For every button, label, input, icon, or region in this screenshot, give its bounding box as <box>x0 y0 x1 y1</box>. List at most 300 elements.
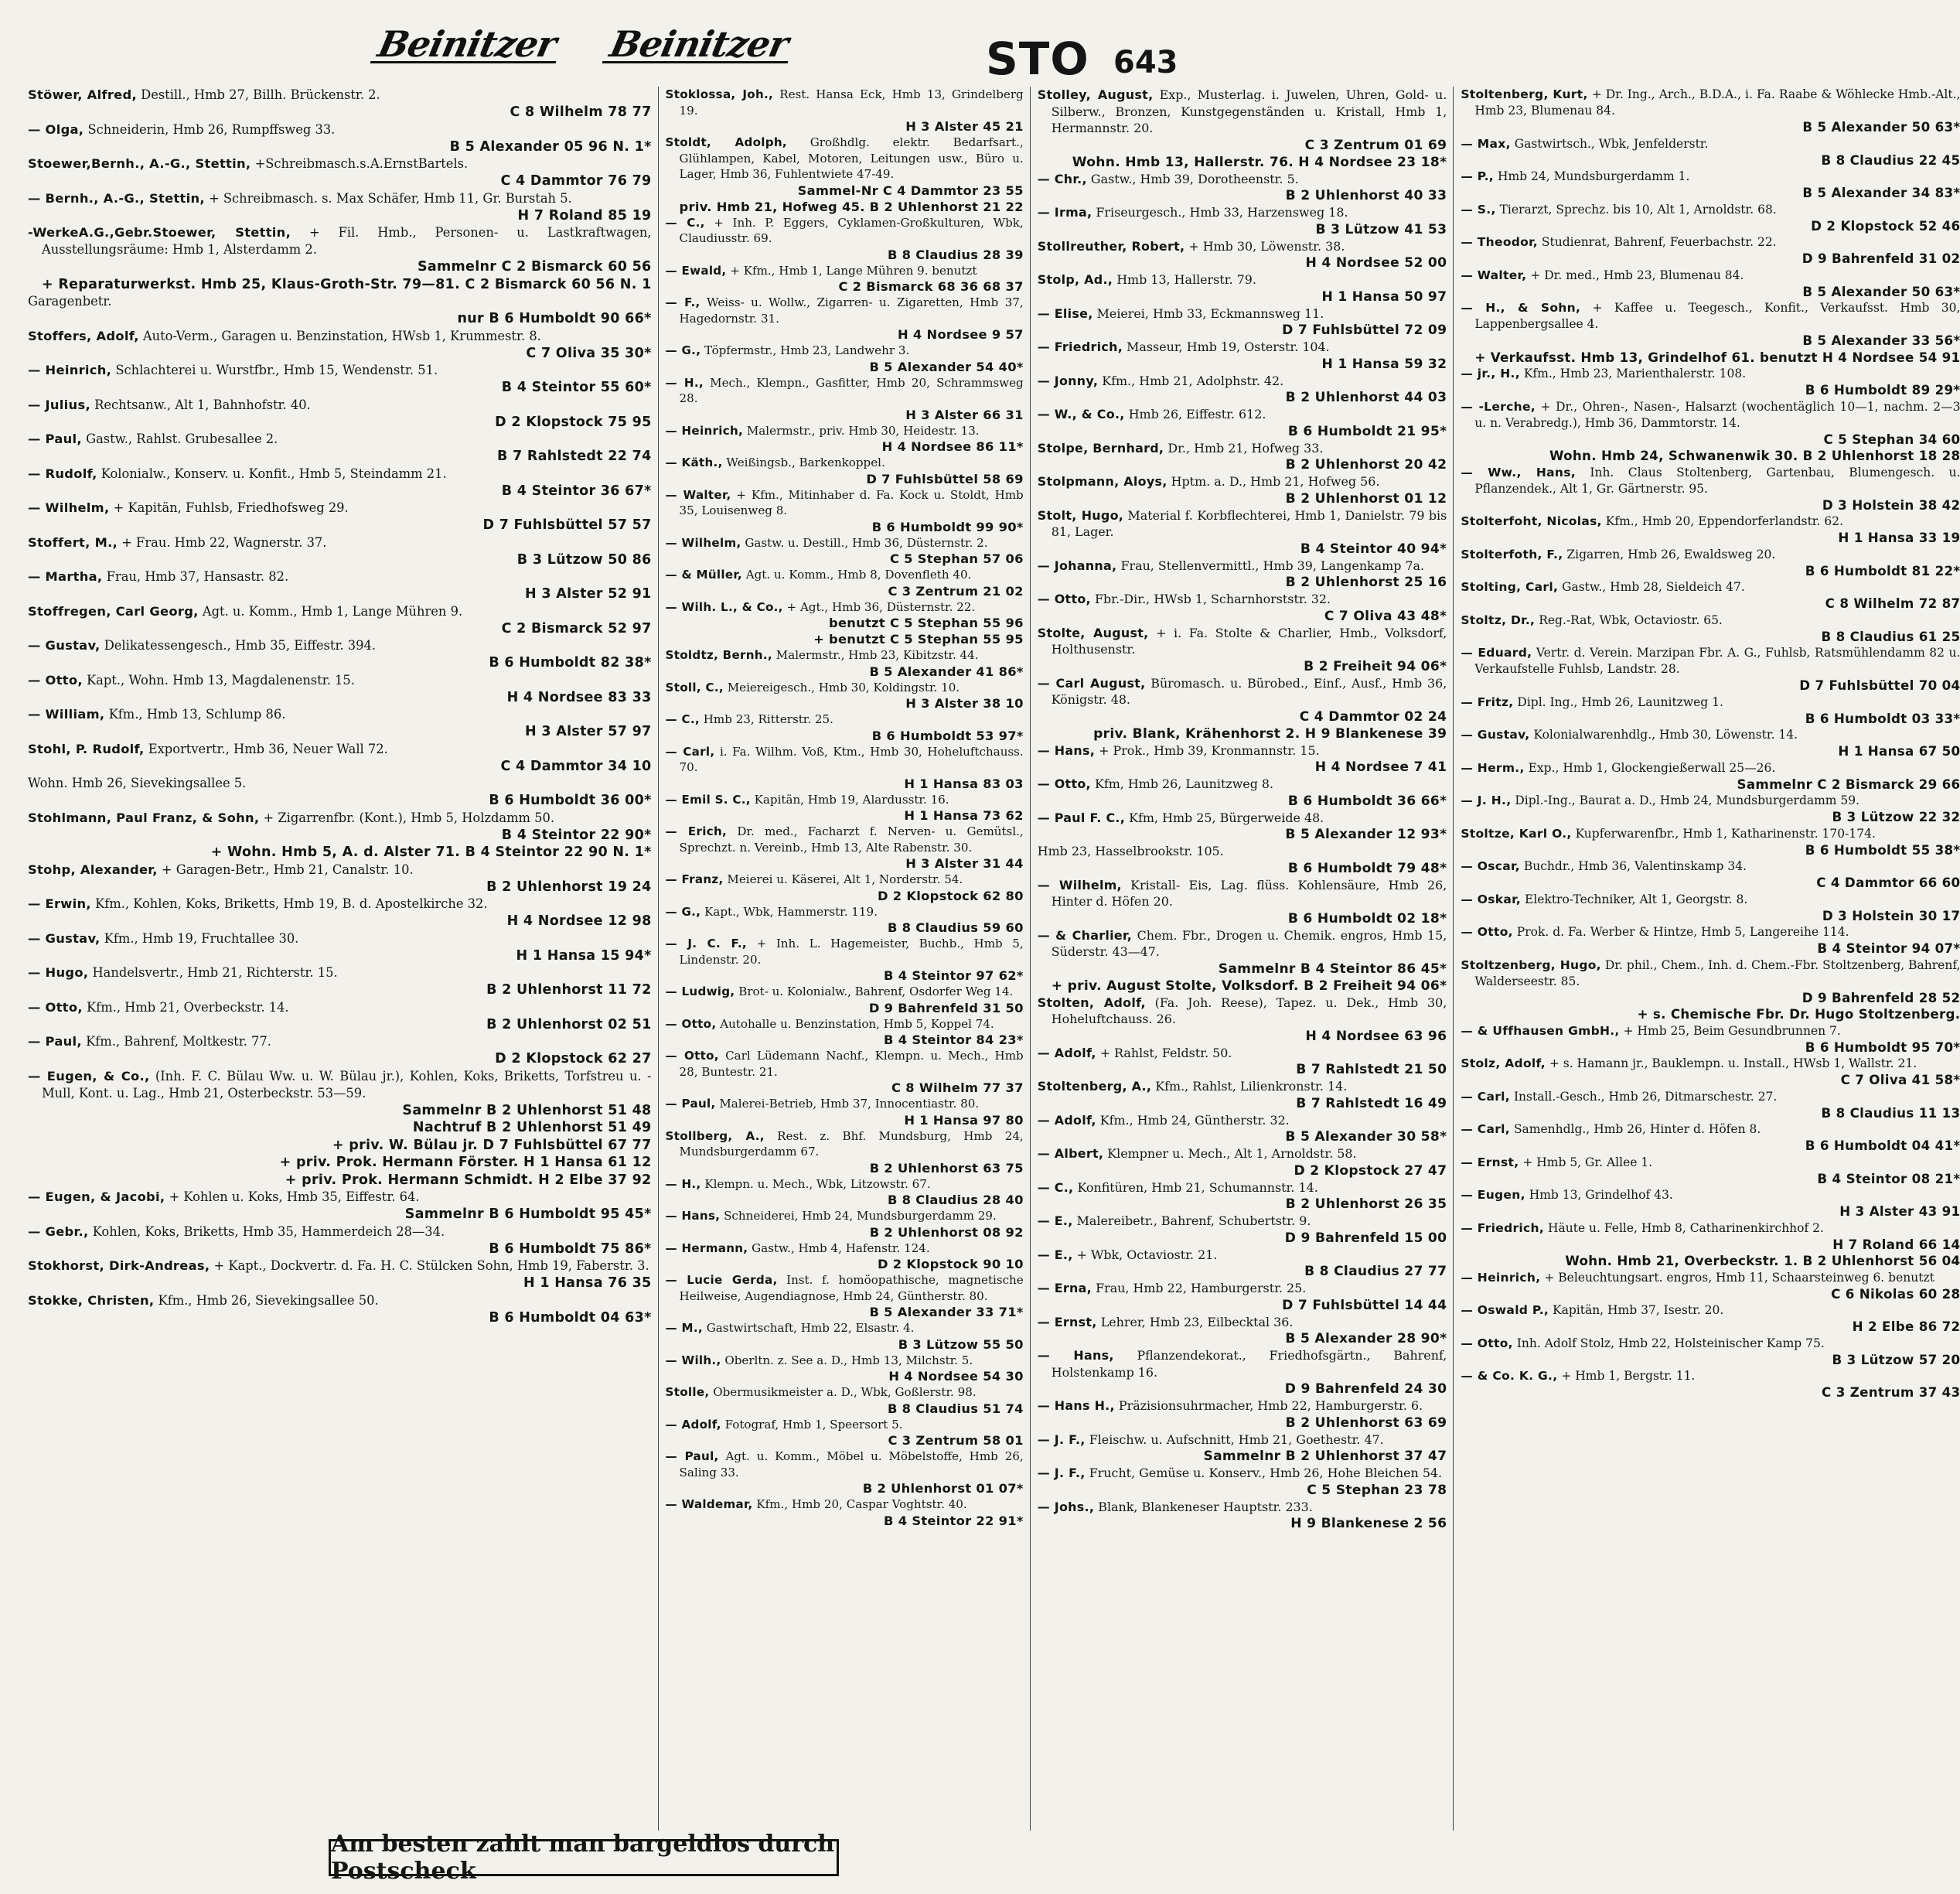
entry-name: — Carl, <box>1461 1089 1510 1104</box>
phone-number: B 5 Alexander 28 90* <box>1285 1331 1447 1346</box>
entry-name: — Wilh., <box>665 1353 721 1367</box>
directory-entry <box>666 215 1024 263</box>
entry-name: — Gustav, <box>28 930 101 946</box>
directory-entry <box>1038 1078 1447 1112</box>
entry-name: — Franz, <box>665 872 724 886</box>
directory-entry <box>1461 202 1960 235</box>
phone-number: Wohn. Hmb 21, Overbeckstr. 1. B 2 Uhlenhorst 56 04 <box>1565 1253 1960 1268</box>
phone-number: D 7 Fuhlsbüttel 70 04 <box>1799 677 1960 693</box>
entry-details: + Hmb 5, Gr. Allee 1. <box>1522 1155 1653 1169</box>
directory-entry <box>28 431 652 466</box>
phone-number: H 1 Hansa 76 35 <box>523 1275 652 1291</box>
phone-number: D 7 Fuhlsbüttel 57 57 <box>482 517 652 533</box>
directory-entry <box>666 1272 1024 1320</box>
phone-number: B 2 Uhlenhorst 19 24 <box>486 879 652 895</box>
entry-details: + Inh. P. Eggers, Cyklamen-Großkulturen, Wbk, Claudiusstr. 69. <box>679 215 1024 245</box>
phone-number: B 4 Steintor 84 23* <box>884 1032 1024 1047</box>
entry-details: Pflanzendekorat., Friedhofsgärtn., Bahrenf, Holstenkamp 16. <box>1051 1348 1447 1380</box>
entry-details: i. Fa. Wilhm. Voß, Ktm., Hmb 30, Hoheluftchauss. 70. <box>679 744 1024 774</box>
entry-name: Stollberg, A., <box>665 1128 765 1143</box>
entry-details: Kfm., Hmb 13, Schlump 86. <box>108 707 286 722</box>
entry-details: Schneiderin, Hmb 26, Rumpffsweg 33. <box>87 121 336 137</box>
phone-number: H 1 Hansa 33 19 <box>1838 530 1960 545</box>
entry-details: Kapitän, Hmb 19, Alardusstr. 16. <box>754 792 949 807</box>
entry-details: + Zigarrenfbr. (Kont.), Hmb 5, Holzdamm 50. <box>263 810 555 825</box>
phone-number: H 1 Hansa 97 80 <box>904 1112 1024 1128</box>
phone-number: B 6 Humboldt 79 48* <box>1287 860 1447 876</box>
entry-name: Stoltenberg, A., <box>1037 1079 1152 1094</box>
entry-details: Garagenbetr. <box>28 294 112 309</box>
directory-entry <box>1461 547 1960 580</box>
phone-number: H 1 Hansa 67 50 <box>1838 743 1960 759</box>
phone-number: B 6 Humboldt 04 41* <box>1805 1138 1960 1153</box>
phone-number: D 7 Fuhlsbüttel 58 69 <box>866 471 1024 486</box>
entry-details: Dr., Hmb 21, Hofweg 33. <box>1167 440 1324 456</box>
entry-name: — Walter, <box>665 487 731 502</box>
phone-number: Wohn. Hmb 13, Hallerstr. 76. H 4 Nordsee 23 18* <box>1072 154 1447 170</box>
entry-details: Kfm., Hmb 20, Caspar Voghtstr. 40. <box>756 1497 967 1511</box>
directory-entry <box>666 1320 1024 1353</box>
phone-number: B 4 Steintor 94 07* <box>1817 940 1960 956</box>
directory-entry <box>666 295 1024 343</box>
phone-number: B 4 Steintor 55 60* <box>501 380 652 395</box>
entry-name: — Heinrich, <box>665 423 744 438</box>
phone-number: D 2 Klopstock 52 46 <box>1811 217 1960 234</box>
directory-entry <box>28 500 652 534</box>
directory-entry <box>1038 373 1447 407</box>
phone-number: B 8 Claudius 28 40 <box>887 1193 1024 1207</box>
phone-number: + Reparaturwerkst. Hmb 25, Klaus-Groth-Str. 79—81. C 2 Bismarck 60 56 N. 1 <box>42 276 652 292</box>
entry-name: — Heinrich, <box>28 363 112 377</box>
phone-number: priv. Hmb 21, Hofweg 45. B 2 Uhlenhorst 21 22 <box>679 199 1024 214</box>
directory-entry <box>1038 810 1447 844</box>
entry-name: — Martha, <box>28 569 103 584</box>
entry-name: Stokke, Christen, <box>28 1292 155 1308</box>
phone-number: B 5 Alexander 50 63* <box>1802 119 1960 135</box>
entry-details: Agt. u. Komm., Möbel u. Möbelstoffe, Hmb 26, Saling 33. <box>679 1449 1024 1479</box>
directory-entry <box>1038 995 1447 1045</box>
entry-name: — Emil S. C., <box>665 792 751 807</box>
entry-name: -WerkeA.G.,Gebr.Stoewer, Stettin, <box>28 225 291 240</box>
entry-details: Agt. u. Komm., Hmb 1, Lange Mühren 9. <box>202 603 463 619</box>
entry-name: Stoltz, Dr., <box>1461 613 1536 627</box>
phone-number: H 4 Nordsee 7 41 <box>1314 759 1447 775</box>
entry-name: Stolley, August, <box>1037 87 1154 102</box>
directory-entry <box>1038 927 1447 995</box>
entry-details: + Garagen-Betr., Hmb 21, Canalstr. 10. <box>161 862 414 877</box>
entry-details: Konfitüren, Hmb 21, Schumannstr. 14. <box>1077 1179 1318 1195</box>
entry-details: Delikatessengesch., Hmb 35, Eiffestr. 394. <box>104 638 377 653</box>
entry-details: Masseur, Hmb 19, Osterstr. 104. <box>1127 340 1330 354</box>
directory-entry <box>1038 1314 1447 1348</box>
directory-entry <box>1461 1089 1960 1122</box>
entry-details: Kupferwarenfbr., Hmb 1, Katharinenstr. 170-174. <box>1575 826 1876 841</box>
page-header <box>0 0 1237 85</box>
phone-number: D 9 Bahrenfeld 15 00 <box>1284 1230 1447 1246</box>
phone-number: H 3 Alster 57 97 <box>525 724 652 739</box>
directory-entry <box>1461 645 1960 694</box>
directory-entry <box>666 487 1024 535</box>
entry-details: + Kapitän, Fuhlsb, Friedhofsweg 29. <box>113 500 349 515</box>
directory-entry <box>666 423 1024 456</box>
entry-name: Stolterfoht, Nicolas, <box>1461 514 1602 528</box>
phone-number: Nachtruf B 2 Uhlenhorst 51 49 <box>412 1120 652 1135</box>
directory-entry <box>1461 793 1960 826</box>
entry-name: — Oscar, <box>1461 859 1520 873</box>
entry-details: Kfm., Hmb 24, Güntherstr. 32. <box>1099 1112 1290 1128</box>
phone-number: C 8 Wilhelm 78 77 <box>510 104 652 120</box>
phone-number: B 3 Lützow 41 53 <box>1315 221 1447 237</box>
directory-entry <box>1038 473 1447 507</box>
directory-entry <box>1461 465 1960 514</box>
directory-entry <box>1038 843 1447 877</box>
directory-entry <box>1038 271 1447 305</box>
entry-details: Kfm., Hmb 19, Fruchtallee 30. <box>104 930 299 946</box>
phone-number: B 7 Rahlstedt 16 49 <box>1296 1095 1447 1111</box>
phone-number: B 5 Alexander 30 58* <box>1285 1129 1447 1145</box>
entry-name: — Hans, <box>665 1209 721 1223</box>
entry-details: Kfm, Hmb 26, Launitzweg 8. <box>1094 776 1274 791</box>
entry-name: — Friedrich, <box>1461 1220 1545 1235</box>
directory-entry <box>28 190 652 225</box>
entry-name: — Ludwig, <box>665 985 735 998</box>
phone-number: H 2 Elbe 86 72 <box>1852 1319 1960 1334</box>
entry-name: — & Uffhausen GmbH., <box>1461 1023 1620 1038</box>
entry-name: — H., & Sohn, <box>1461 301 1581 315</box>
directory-entry <box>666 1496 1024 1529</box>
phone-number: Wohn. Hmb 24, Schwanenwik 30. B 2 Uhlenhorst 18 28 <box>1549 448 1960 463</box>
directory-entry <box>28 637 652 672</box>
entry-details: Kfm., Bahrenf, Moltkestr. 77. <box>86 1034 271 1049</box>
phone-number: H 3 Alster 31 44 <box>905 856 1024 871</box>
entry-name: — Waldemar, <box>665 1497 753 1511</box>
entry-name: — J. F., <box>1037 1466 1086 1480</box>
directory-entry <box>1461 268 1960 301</box>
entry-name: — C., <box>665 712 700 726</box>
entry-details: Gastwirtschaft, Hmb 22, Elsastr. 4. <box>706 1321 915 1335</box>
entry-details: + Hmb 30, Löwenstr. 38. <box>1188 238 1345 254</box>
entry-details: + Hmb 25, Beim Gesundbrunnen 7. <box>1623 1023 1841 1038</box>
entry-name: — Käth., <box>665 456 723 469</box>
entry-name: — H., <box>665 1176 701 1191</box>
phone-number: C 3 Zentrum 01 69 <box>1304 137 1447 153</box>
directory-entry <box>1461 514 1960 547</box>
phone-number: C 4 Dammtor 66 60 <box>1816 875 1960 890</box>
directory-entry <box>28 362 652 397</box>
phone-number: B 6 Humboldt 82 38* <box>489 655 652 671</box>
entry-details: Inh. Adolf Stolz, Hmb 22, Holsteinischer Kamp 75. <box>1516 1336 1825 1350</box>
phone-number: H 3 Alster 66 31 <box>905 407 1024 422</box>
entry-name: — Lucie Gerda, <box>665 1273 778 1287</box>
phone-number: H 1 Hansa 83 03 <box>904 776 1024 791</box>
entry-name: — Herm., <box>1461 760 1525 775</box>
directory-entry <box>666 936 1024 984</box>
phone-number: B 7 Rahlstedt 22 74 <box>496 449 652 464</box>
phone-number: Sammel-Nr C 4 Dammtor 23 55 <box>797 183 1024 198</box>
entry-details: Gastw., Hmb 28, Sieldeich 47. <box>1562 580 1745 594</box>
directory-entry <box>1038 204 1447 238</box>
directory-entry <box>28 87 652 121</box>
phone-number: B 2 Uhlenhorst 25 16 <box>1285 575 1447 590</box>
entry-name: — Erich, <box>665 824 728 838</box>
entry-name: — J. H., <box>1461 793 1512 807</box>
phone-number: B 8 Claudius 51 74 <box>887 1401 1024 1416</box>
directory-entry <box>1038 1045 1447 1079</box>
entry-details: Handelsvertr., Hmb 21, Richterstr. 15. <box>92 965 338 980</box>
entry-details: Rest. Hansa Eck, Hmb 13, Grindelberg 19. <box>679 87 1024 118</box>
entry-details: Klempner u. Mech., Alt 1, Arnoldstr. 58. <box>1107 1146 1357 1161</box>
directory-entry <box>1038 1347 1447 1397</box>
entry-name: — C., <box>1037 1179 1074 1195</box>
entry-details: Tierarzt, Sprechz. bis 10, Alt 1, Arnoldstr. 68. <box>1499 202 1777 217</box>
directory-entry <box>666 647 1024 680</box>
entry-details: Inh. Claus Stoltenberg, Gartenbau, Blumengesch. u. Pflanzendek., Alt 1, Gr. Gärtnerstr. 95. <box>1474 465 1960 496</box>
directory-entry <box>1461 924 1960 957</box>
entry-name: — Theodor, <box>1461 235 1538 249</box>
entry-name: — Rudolf, <box>28 466 97 481</box>
entry-details: Kapt., Wohn. Hmb 13, Magdalenenstr. 15. <box>87 672 355 688</box>
entry-details: Präzisionsuhrmacher, Hmb 22, Hamburgerstr. 6. <box>1118 1398 1423 1413</box>
entry-details: Exp., Musterlag. i. Juwelen, Uhren, Gold- u. Silberw., Bronzen, Kunstgegenständen u. Kristall, Hmb 1, Hermannstr. 20. <box>1051 87 1447 135</box>
phone-number: Sammelnr B 4 Steintor 86 45* <box>1218 961 1447 977</box>
directory-entry <box>1461 1220 1960 1270</box>
entry-name: — Hans, <box>1037 1348 1114 1363</box>
entry-name: — Jonny, <box>1037 373 1099 388</box>
entry-name: Stoltenberg, Kurt, <box>1461 87 1588 101</box>
phone-number: B 5 Alexander 12 93* <box>1285 827 1447 842</box>
directory-entry <box>666 1176 1024 1209</box>
entry-name: — Heinrich, <box>1461 1270 1541 1285</box>
entry-details: Dipl.-Ing., Baurat a. D., Hmb 24, Mundsburgerdamm 59. <box>1515 793 1860 807</box>
entry-details: Hmb 13, Hallerstr. 79. <box>1116 272 1256 287</box>
phone-number: B 3 Lützow 57 20 <box>1832 1351 1960 1367</box>
directory-entry <box>666 872 1024 904</box>
entry-details: Gastw., Hmb 4, Hafenstr. 124. <box>752 1240 930 1255</box>
entry-name: — Olga, <box>28 121 84 137</box>
entry-details: Carl Lüdemann Nachf., Klempn. u. Mech., Hmb 28, Buntestr. 21. <box>679 1049 1024 1079</box>
directory-entry <box>28 1068 652 1189</box>
entry-name: — Otto, <box>1037 592 1091 606</box>
phone-number: B 6 Humboldt 55 38* <box>1805 841 1960 858</box>
entry-name: Stolz, Adolf, <box>1461 1056 1546 1070</box>
entry-name: — J. F., <box>1037 1432 1086 1447</box>
entry-details: Gastw. u. Destill., Hmb 36, Düsternstr. 2. <box>745 535 988 550</box>
directory-entry <box>666 1128 1024 1176</box>
entry-name: — Carl, <box>665 744 715 759</box>
entry-name: — Walter, <box>1461 268 1527 282</box>
phone-number: + s. Chemische Fbr. Dr. Hugo Stoltzenberg. <box>1637 1006 1960 1022</box>
entry-details: Elektro-Techniker, Alt 1, Georgstr. 8. <box>1524 892 1748 906</box>
entry-name: Stoltze, Karl O., <box>1461 826 1572 841</box>
directory-entry <box>1461 1368 1960 1401</box>
entry-details: Meierei u. Käserei, Alt 1, Norderstr. 54. <box>727 872 963 886</box>
entry-name: Stöwer, Alfred, <box>28 87 137 102</box>
entry-details: Kristall- Eis, Lag. flüss. Kohlensäure, Hmb 26, Hinter d. Höfen 20. <box>1051 877 1447 909</box>
phone-number: B 6 Humboldt 02 18* <box>1287 910 1447 927</box>
directory-entry <box>666 824 1024 872</box>
entry-details: Hmb 26, Eiffestr. 612. <box>1128 407 1266 421</box>
directory-entry <box>28 999 652 1034</box>
entry-name: — Eugen, <box>1461 1188 1525 1202</box>
entry-details: Kolonialw., Konserv. u. Konfit., Hmb 5, Steindamm 21. <box>101 466 447 481</box>
directory-entry <box>666 904 1024 937</box>
directory-entry <box>666 1016 1024 1049</box>
phone-number: D 9 Bahrenfeld 31 02 <box>1801 251 1960 266</box>
entry-name: — Johs., <box>1037 1499 1095 1514</box>
phone-number: D 7 Fuhlsbüttel 14 44 <box>1282 1297 1447 1313</box>
phone-number: B 4 Steintor 08 21* <box>1817 1170 1960 1186</box>
entry-name: — Chr., <box>1037 171 1087 186</box>
entry-name: — Albert, <box>1037 1146 1104 1161</box>
directory-entry <box>28 1033 652 1068</box>
entry-name: Stoffers, Adolf, <box>28 328 139 343</box>
entry-details: + i. Fa. Stolte & Charlier, Hmb., Volksdorf, Holthusenstr. <box>1051 625 1447 657</box>
phone-number: D 7 Fuhlsbüttel 72 09 <box>1282 322 1447 338</box>
phone-number: Sammelnr C 2 Bismarck 29 66 <box>1737 776 1960 792</box>
entry-details: Klempn. u. Mech., Wbk, Litzowstr. 67. <box>704 1176 931 1191</box>
footer-notice: Am besten zahlt man bargeldlos durch Postscheck <box>329 1839 839 1876</box>
entry-details: Agt. u. Komm., Hmb 8, Dovenfleth 40. <box>745 568 972 582</box>
entry-name: — C., <box>665 215 705 230</box>
directory-entry <box>28 328 652 363</box>
entry-name: — Adolf, <box>665 1417 721 1432</box>
directory-entry <box>1038 440 1447 474</box>
phone-number: nur B 6 Humboldt 90 66* <box>457 311 652 326</box>
entry-name: Stolpmann, Aloys, <box>1037 474 1167 489</box>
entry-name: — Friedrich, <box>1037 340 1123 354</box>
entry-name: — Eduard, <box>1461 646 1532 660</box>
entry-name: — Otto, <box>1461 925 1513 939</box>
phone-number: C 3 Zentrum 58 01 <box>888 1433 1024 1448</box>
entry-name: — jr., H., <box>1461 367 1520 381</box>
column-2 <box>666 87 1024 1831</box>
entry-details: Meiereigesch., Hmb 30, Koldingstr. 10. <box>727 680 960 694</box>
entry-name: Stokhorst, Dirk-Andreas, <box>28 1258 210 1273</box>
phone-number: B 4 Steintor 22 90* <box>501 827 652 843</box>
directory-entry <box>28 224 652 293</box>
directory-entry <box>666 744 1024 792</box>
entry-name: Stolle, <box>665 1385 710 1399</box>
phone-number: B 2 Uhlenhorst 20 42 <box>1285 457 1447 473</box>
phone-number: H 4 Nordsee 12 98 <box>506 913 652 929</box>
entry-details: + Prok., Hmb 39, Kronmannstr. 15. <box>1099 742 1320 758</box>
directory-entry <box>1461 87 1960 136</box>
phone-number: D 3 Holstein 30 17 <box>1822 907 1960 923</box>
column-3 <box>1038 87 1447 1831</box>
entry-name: Stohlmann, Paul Franz, & Sohn, <box>28 810 260 825</box>
entry-name: Stohp, Alexander, <box>28 862 158 877</box>
entry-details: Hmb 23, Hasselbrookstr. 105. <box>1037 844 1224 858</box>
directory-entry <box>1038 339 1447 373</box>
directory-entry <box>28 706 652 741</box>
entry-name: — Hans H., <box>1037 1398 1115 1413</box>
entry-details: Büromasch. u. Bürobed., Einf., Ausf., Hmb 36, Königstr. 48. <box>1051 675 1447 707</box>
phone-number: Sammelnr B 2 Uhlenhorst 37 47 <box>1203 1449 1447 1464</box>
page-key: STO <box>986 32 1089 85</box>
entry-details: Häute u. Felle, Hmb 8, Catharinenkirchhof 2. <box>1547 1220 1824 1235</box>
phone-number: H 7 Roland 66 14 <box>1832 1236 1960 1252</box>
directory-entry <box>28 964 652 999</box>
directory-entry <box>1038 305 1447 340</box>
phone-number: H 4 Nordsee 54 30 <box>888 1369 1024 1384</box>
entry-name: Stoltzenberg, Hugo, <box>1461 957 1601 972</box>
entry-details: + Dr., Ohren-, Nasen-, Halsarzt (wochentäglich 10—1, nachm. 2—3 u. n. Verabredg.), Hmb 36, Dammtorstr. 14. <box>1474 399 1960 430</box>
entry-name: — Hans, <box>1037 742 1096 758</box>
entry-name: — E., <box>1037 1247 1073 1262</box>
phone-number: + priv. August Stolte, Volksdorf. B 2 Freiheit 94 06* <box>1051 978 1447 994</box>
directory-entry <box>28 810 652 862</box>
directory-entry <box>28 775 652 810</box>
entry-details: Hmb 13, Grindelhof 43. <box>1529 1188 1673 1202</box>
entry-name: Stolpe, Bernhard, <box>1037 440 1164 456</box>
directory-entry <box>666 87 1024 135</box>
entry-details: Fbr.-Dir., HWsb 1, Scharnhorststr. 32. <box>1094 592 1331 606</box>
entry-details: Material f. Korbflechterei, Hmb 1, Danielstr. 79 bis 81, Lager. <box>1051 507 1447 539</box>
entry-details: + Kfm., Hmb 1, Lange Mühren 9. benutzt <box>730 263 977 278</box>
directory-entry <box>28 1189 652 1223</box>
entry-details: Samenhdlg., Hmb 26, Hinter d. Höfen 8. <box>1513 1122 1761 1136</box>
directory-entry <box>666 1048 1024 1096</box>
entry-details: Brot- u. Kolonialw., Bahrenf, Osdorfer Weg 14. <box>738 985 1014 998</box>
entry-details: Kohlen, Koks, Briketts, Hmb 35, Hammerdeich 28—34. <box>92 1223 445 1239</box>
entry-name: Stolting, Carl, <box>1461 580 1559 594</box>
directory-entry <box>666 567 1024 599</box>
entry-name: — Gebr., <box>28 1223 89 1239</box>
phone-number: B 5 Alexander 50 63* <box>1802 283 1960 299</box>
entry-name: — Oswald P., <box>1461 1303 1549 1317</box>
entry-name: Stolten, Adolf, <box>1037 995 1146 1010</box>
entry-details: Kapitän, Hmb 37, Isestr. 20. <box>1553 1303 1724 1317</box>
directory-entry <box>1461 366 1960 399</box>
phone-number: B 7 Rahlstedt 21 50 <box>1296 1062 1447 1077</box>
directory-entry <box>28 121 652 156</box>
entry-name: — Fritz, <box>1461 694 1514 709</box>
phone-number: B 4 Steintor 36 67* <box>501 483 652 499</box>
entry-details: Vertr. d. Verein. Marzipan Fbr. A. G., Fuhlsb, Ratsmühlendamm 82 u. Verkaufstelle Fuhlsb, Landstr. 28. <box>1474 646 1960 676</box>
phone-number: B 4 Steintor 40 94* <box>1300 541 1447 557</box>
entry-details: + Kapt., Dockvertr. d. Fa. H. C. Stülcken Sohn, Hmb 19, Faberstr. 3. <box>213 1258 649 1273</box>
entry-name: Stoll, C., <box>665 680 724 694</box>
phone-number: C 6 Nikolas 60 28 <box>1831 1285 1960 1302</box>
phone-number: B 6 Humboldt 89 29* <box>1805 382 1960 398</box>
phone-number: C 3 Zentrum 21 02 <box>888 583 1024 599</box>
entry-details: + s. Hamann jr., Bauklempn. u. Install., HWsb 1, Wallstr. 21. <box>1549 1056 1917 1070</box>
entry-name: — Hugo, <box>28 965 89 980</box>
directory-entry <box>28 1292 652 1327</box>
directory-entry <box>1461 727 1960 760</box>
directory-entry <box>1461 136 1960 169</box>
entry-name: — Bernh., A.-G., Stettin, <box>28 190 205 206</box>
directory-entry <box>666 792 1024 824</box>
directory-entry <box>666 1384 1024 1417</box>
entry-name: Stolp, Ad., <box>1037 272 1113 287</box>
directory-entry <box>28 862 652 896</box>
entry-details: Rest. z. Bhf. Mundsburg, Hmb 24, Mundsburgerdamm 67. <box>679 1128 1024 1159</box>
entry-details: Reg.-Rat, Wbk, Octaviostr. 65. <box>1539 613 1723 627</box>
entry-name: — Ernst, <box>1461 1155 1519 1169</box>
directory-entry <box>1461 1056 1960 1089</box>
phone-number: B 8 Claudius 11 13 <box>1821 1104 1960 1121</box>
directory-entry <box>28 1223 652 1258</box>
publisher-signature-right: Beinitzer <box>606 23 793 65</box>
directory-entry <box>1461 957 1960 1023</box>
phone-number: B 6 Humboldt 95 70* <box>1805 1039 1960 1055</box>
directory-entry <box>1038 742 1447 776</box>
directory-entry <box>28 293 652 328</box>
entry-details: Weißingsb., Barkenkoppel. <box>726 456 885 469</box>
entry-name: — Ww., Hans, <box>1461 465 1576 479</box>
phone-number: H 1 Hansa 15 94* <box>516 947 652 964</box>
